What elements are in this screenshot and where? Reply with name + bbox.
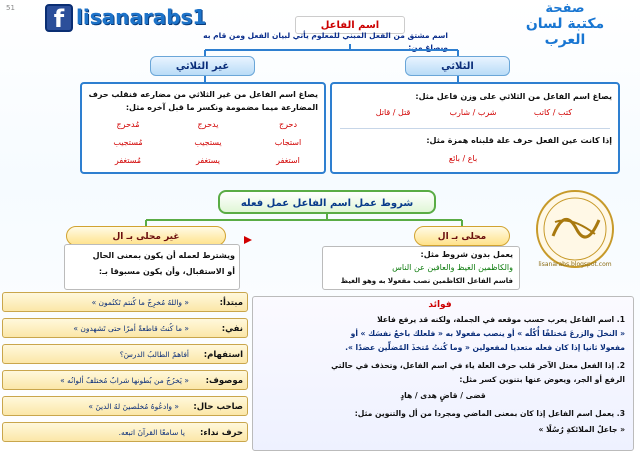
mahalli-header: محلى بـ ال xyxy=(414,226,510,246)
notes-box xyxy=(252,296,634,451)
facebook-handle[interactable]: lisanarabs1 xyxy=(76,5,207,29)
ghayr-mahalli-header: غير محلى بـ ال xyxy=(66,226,226,246)
non-trilateral-r3-c3: مُستغفر xyxy=(114,156,142,165)
example-text: يا سامعًا القرآنَ اتبعه. xyxy=(118,428,185,437)
trilateral-example-1: كتب / كاتب xyxy=(533,108,573,117)
ghayr-line-2: أو الاستقبال، وأن يكون مسبوقا بـ: xyxy=(98,267,235,276)
brand-line-1: صفحة xyxy=(545,1,585,16)
non-trilateral-r1-c1: دحرج xyxy=(278,120,298,129)
non-trilateral-r1-c2: يدحرج xyxy=(197,120,219,129)
mahalli-line-3: فاسم الفاعل الكاظمين نصب مفعولا به وهو الغيظ xyxy=(340,277,513,285)
non-trilateral-rule: يصاغ اسم الفاعل من غير الثلاثي من مضارعه فنقلب حرف المضارعة ميما مضمومة ونكسر ما قبل آخره مثل: xyxy=(88,90,318,112)
trilateral-example-2: شرب / شارب xyxy=(449,108,497,117)
example-row xyxy=(2,396,248,416)
mahalli-line-1: يعمل بدون شروط مثل: xyxy=(420,250,513,259)
non-trilateral-r2-c3: مُستجيب xyxy=(113,138,143,147)
ghayr-line-1: ويشترط لعمله أن يكون بمعنى الحال xyxy=(92,251,235,260)
trilateral-header: الثلاثي xyxy=(405,56,510,76)
example-row xyxy=(2,318,248,338)
non-trilateral-box xyxy=(80,82,326,174)
trilateral-example-4: باع / بائع xyxy=(448,154,478,163)
non-trilateral-r2-c2: يستجيب xyxy=(194,138,222,147)
ghayr-mahalli-box xyxy=(64,244,240,290)
non-trilateral-r3-c2: يستغفر xyxy=(195,156,221,165)
example-text: « ما كُنتُ قاطعةً أمرًا حتى تَشهدون » xyxy=(73,324,189,333)
note-1c: مفعولا ثانيا إذا كان فعله متعديا لمفعولين « وما كُنتُ مُتخذَ المُضلِّين عضدًا ». xyxy=(345,343,625,352)
example-row xyxy=(2,292,248,312)
note-3a: 3. يعمل اسم الفاعل إذا كان بمعنى الماضي ومجردا من أل والتنوين مثل: xyxy=(354,409,625,418)
trilateral-box xyxy=(330,82,620,174)
example-label: صاحب حال: xyxy=(193,402,243,412)
non-trilateral-r1-c3: مُدحرج xyxy=(116,120,140,129)
example-label: استفهام: xyxy=(203,350,243,360)
example-label: حرف نداء: xyxy=(199,428,243,438)
note-1a: 1. اسم الفاعل يعرب حسب موقعه في الجملة، ولكنه قد يرفع فاعلا xyxy=(377,315,625,324)
example-row xyxy=(2,370,248,390)
example-label: موصوف: xyxy=(205,376,243,386)
note-2c: قضى / قاضٍ هدى / هادٍ xyxy=(400,391,486,400)
example-text: « واللهُ مُخرِجٌ ما كُنتم تَكتُمون » xyxy=(91,298,189,307)
example-text: « وادعُوهُ مُخلصينَ لهُ الدينَ » xyxy=(88,402,179,411)
note-1b: « النخلَ والزرعَ مُختلفًا أُكُلُه » أو ينصب مفعولا به « فلعلك باخعٌ نفسَك » أو xyxy=(350,329,625,338)
non-trilateral-header: غير الثلاثي xyxy=(150,56,255,76)
trilateral-rule: يصاغ اسم الفاعل من الثلاثي على وزن فاعل مثل: xyxy=(415,92,612,101)
example-row xyxy=(2,344,248,364)
example-label: مبتدأ: xyxy=(219,298,243,308)
definition-text: اسم مشتق من الفعل المبني للمعلوم يأتي لبيان الفعل ومن قام به ويصاغ من: xyxy=(203,31,448,52)
notes-title: فوائد xyxy=(428,300,452,310)
divider xyxy=(340,128,610,129)
example-label: نفي: xyxy=(221,324,243,334)
seal-logo xyxy=(525,186,625,272)
trilateral-rule-2: إذا كانت عين الفعل حرف علة قلبناه همزة مثل: xyxy=(426,136,612,145)
facebook-icon[interactable]: f xyxy=(45,4,73,32)
example-row xyxy=(2,422,248,442)
seal-url: lisanarabs.blogspot.com xyxy=(538,261,612,268)
non-trilateral-r3-c1: استغفر xyxy=(276,156,300,165)
page-title: اسم الفاعل xyxy=(295,16,405,34)
note-2b: الرفع أو الجر، ويعوض عنها بتنوين كسر مثل: xyxy=(459,375,625,384)
page-number: 51 xyxy=(6,4,15,12)
brand-line-2: مكتبة لسان العرب xyxy=(525,16,605,48)
non-trilateral-r2-c1: استجاب xyxy=(274,138,302,147)
conditions-title: شروط عمل اسم الفاعل عمل فعله xyxy=(218,190,436,214)
trilateral-example-3: قتل / قاتل xyxy=(375,108,411,117)
note-2a: 2. إذا الفعل معتل الآخر قلب حرف العلة ياء في اسم الفاعل، وتحذف في حالتي xyxy=(331,361,625,370)
example-text: « يَخرُجُ من بُطونها شرابٌ مُختلفٌ ألوانُه » xyxy=(60,376,189,385)
mahalli-box xyxy=(322,246,520,290)
note-3b: « جاعلُ الملائكةِ رُسُلًا » xyxy=(538,425,625,434)
example-text: أفاهمٌ الطالبُ الدرسَ؟ xyxy=(119,350,189,359)
mahalli-line-2: والكاظمين الغيظ والعافين عن الناس xyxy=(392,263,513,272)
